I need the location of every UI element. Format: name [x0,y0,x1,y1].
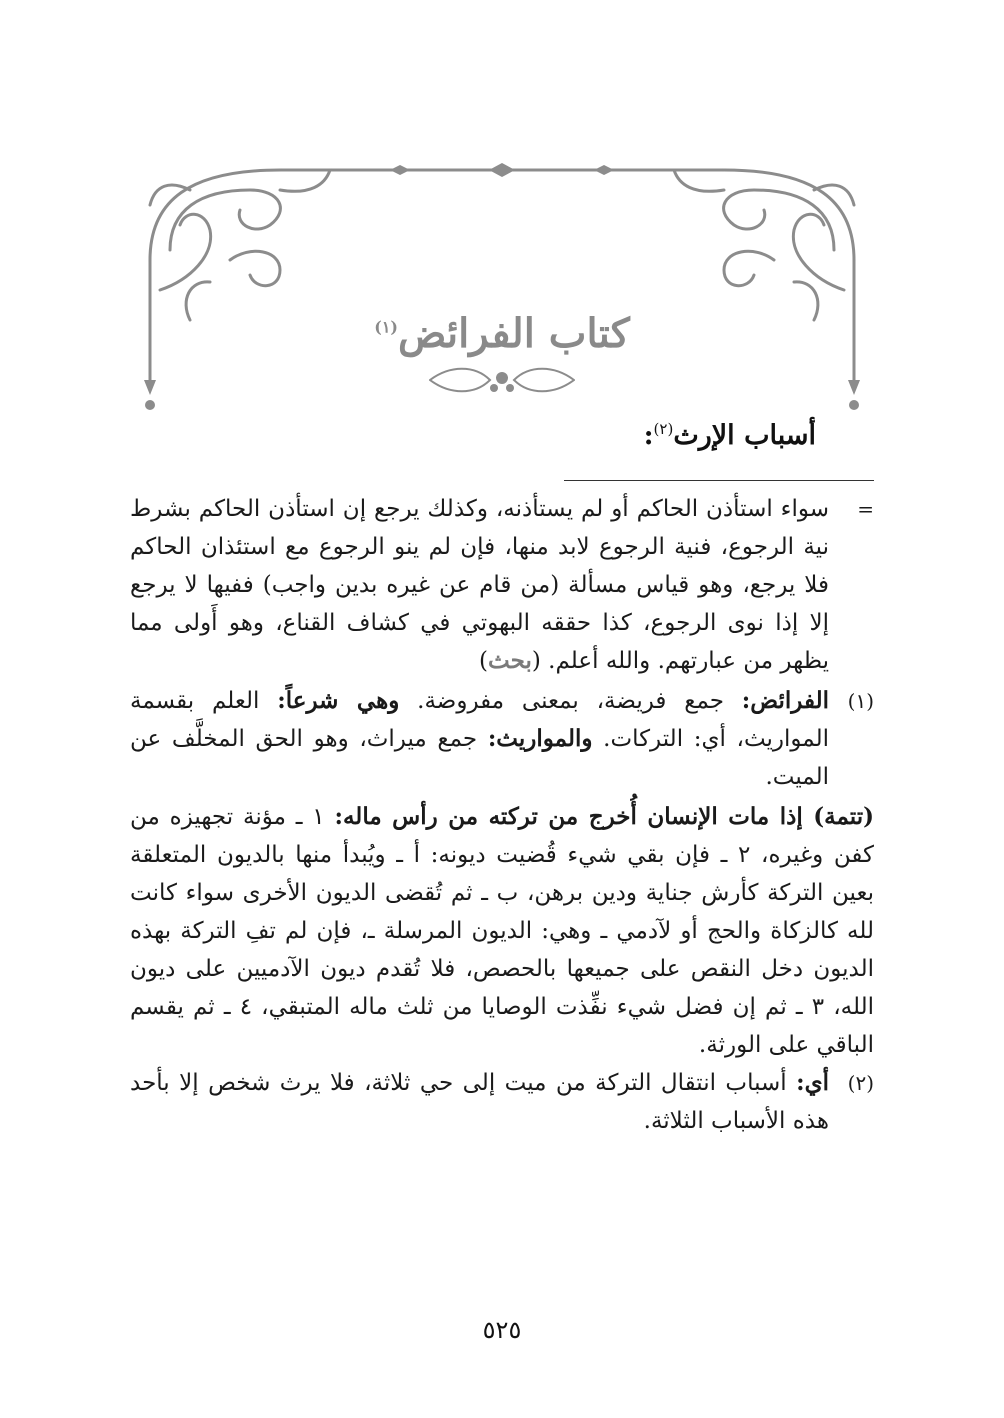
tatimma-heading: (تتمة) إذا مات الإنسان أُخرج من تركته من رأس ماله: [334,803,874,830]
continued-body: سواء استأذن الحاكم أو لم يستأذنه، وكذلك يرجع إن استأذن الحاكم بشرط نية الرجوع، فنية الرجوع لابد منها، فإن لم ينو الرجوع مع استئذان الحاكم فلا يرجع، وهو قياس مسألة (من قام عن غيره بدين واجب) ففيها لا يرجع إلا إذا نوى الرجوع، كذا حققه البهوتي في كشاف القناع، وهو أَولى مما يظهر من عبارتهم. والله أعلم. ( [130,496,829,674]
chapter-title [0,310,1004,357]
footnote-2-marker: (٢) [847,1071,874,1095]
chapter-header-ornament [130,150,874,420]
mawarith-definition: جمع ميراث، وهو الحق المخلَّف عن الميت. [130,726,829,790]
section-heading-text: أسباب الإرث [673,420,816,451]
footnote-2-body: أسباب انتقال التركة من ميت إلى حي ثلاثة، فلا يرث شخص إلا بأحد هذه الأسباب الثلاثة. [130,1070,829,1134]
section-heading [644,420,816,451]
tatimma-text: ١ ـ مؤنة تجهيزه من كفن وغيره، ٢ ـ فإن بقي شيء قُضيت ديونه: أ ـ ويُبدأ منها بالديون المتعلقة بعين التركة كأرش جناية ودين برهن، ب ـ ثم تُقضى الديون الأخرى سواء كانت لله كالزكاة والحج أو لآدمي ـ وهي: الديون المرسلة ـ، فإن لم تفِ التركة بهذه الديون دخل النقص على جميعها بالحصص، فلا تُقدم ديون الآدميين على ديون الله، ٣ ـ ثم إن فضل شيء نفِّذت الوصايا من ثلث ماله المتبقي، ٤ ـ ثم يقسم الباقي على الورثة. [130,804,874,1058]
footnote-2-text [130,1064,829,1140]
term-ay: أي: [796,1069,829,1096]
term-mawarith: والمواريث: [487,725,593,752]
footnote-2 [130,1064,874,1140]
footnote-continued-text [130,490,829,680]
footnotes [130,490,874,1142]
footnote-1 [130,682,874,796]
shar-an-definition: العلم بقسمة المواريث، أي: التركات. [130,688,830,752]
footnote-1-marker: (١) [847,689,874,713]
section-footnote-ref: (٢) [653,420,674,438]
footnote-separator [564,480,874,481]
tatimma-paragraph [130,798,874,1064]
continuation-marker: = [857,497,874,521]
page-number: ٥٢٥ [482,1316,522,1344]
term-shar-an: وهي شرعاً: [277,687,400,714]
footnote-continued [130,490,874,680]
footnote-1-text [130,682,829,796]
chapter-title-text: كتاب الفرائض [398,310,630,357]
section-heading-colon: : [643,420,654,451]
term-faraid: الفرائض: [741,687,829,714]
faraid-definition: جمع فريضة، بمعنى مفروضة. [399,688,742,714]
source-label: بحث [488,647,532,674]
continued-close: ) [479,648,489,674]
chapter-footnote-ref: (١) [374,317,398,337]
